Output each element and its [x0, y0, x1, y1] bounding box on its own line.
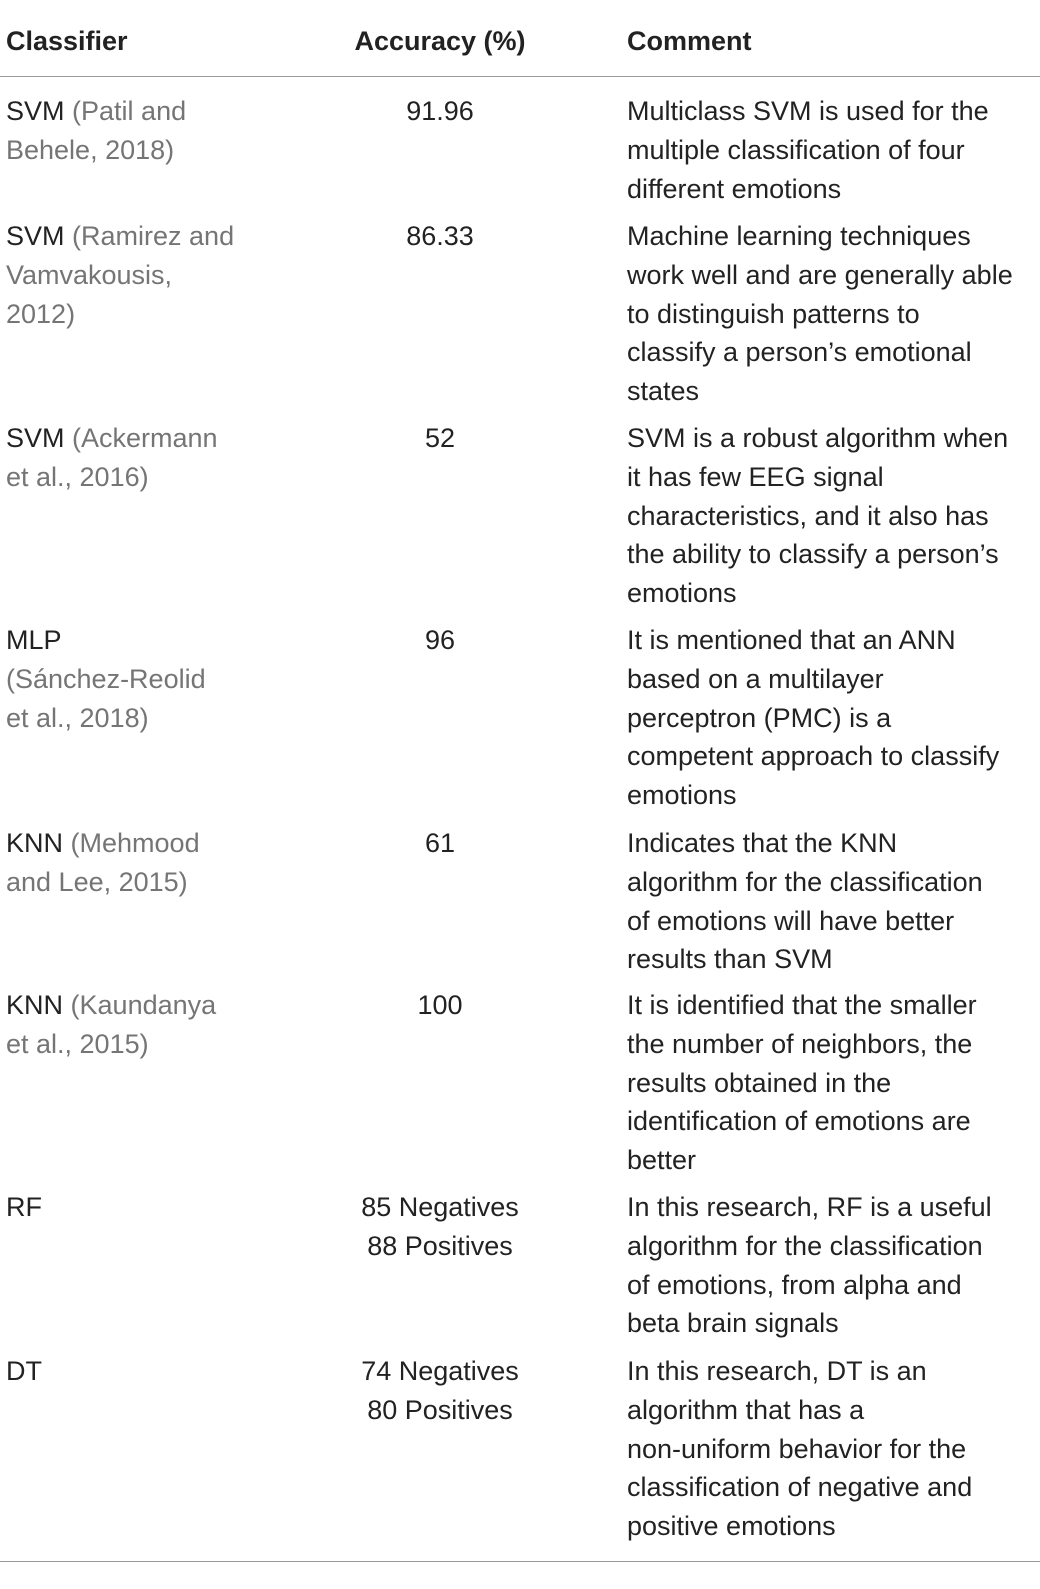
- comment-line: algorithm for the classification: [627, 1230, 983, 1261]
- classifier-cell: [6, 1188, 306, 1227]
- header-accuracy: Accuracy (%): [354, 26, 526, 56]
- accuracy-cell: [340, 986, 540, 1025]
- accuracy-value: 85 Negatives: [361, 1192, 519, 1222]
- reference-link[interactable]: and Lee, 2015): [6, 866, 188, 897]
- accuracy-cell: [340, 824, 540, 863]
- comment-line: it has few EEG signal: [627, 461, 884, 492]
- comment-line: better: [627, 1145, 697, 1176]
- reference-link[interactable]: (Ramirez and: [72, 221, 235, 251]
- comment-cell: [627, 1188, 1037, 1343]
- comment-line: results than SVM: [627, 944, 833, 975]
- table-row: [0, 621, 1040, 821]
- comment-line: of emotions will have better: [627, 905, 955, 936]
- accuracy-value: 96: [424, 625, 456, 655]
- comment-cell: [627, 217, 1037, 411]
- reference-link[interactable]: et al., 2018): [6, 702, 149, 733]
- comment-line: Multiclass SVM is used for the: [627, 96, 989, 126]
- reference-link[interactable]: et al., 2016): [6, 461, 149, 492]
- table-row: [0, 92, 1040, 212]
- classifier-cell: [6, 621, 306, 737]
- comment-line: beta brain signals: [627, 1308, 839, 1339]
- comment-line: based on a multilayer: [627, 663, 884, 694]
- comment-line: results obtained in the: [627, 1067, 892, 1098]
- accuracy-cell: [340, 217, 540, 256]
- classifier-name: RF: [6, 1192, 42, 1222]
- comment-line: In this research, RF is a useful: [627, 1192, 992, 1222]
- classifier-cell: [6, 1352, 306, 1391]
- classifier-name: KNN: [6, 990, 64, 1020]
- comment-line: classify a person’s emotional: [627, 337, 972, 368]
- comment-line: characteristics, and it also has: [627, 500, 989, 531]
- classifier-cell: [6, 92, 306, 170]
- classifier-name: DT: [6, 1356, 42, 1386]
- header-classifier: Classifier: [6, 26, 128, 56]
- accuracy-value: 52: [424, 423, 456, 453]
- reference-link[interactable]: Behele, 2018): [6, 134, 175, 165]
- comment-line: work well and are generally able: [627, 259, 1013, 290]
- reference-link[interactable]: (Ackermann: [72, 423, 218, 453]
- table-row: [0, 1352, 1040, 1552]
- comment-line: of emotions, from alpha and: [627, 1269, 962, 1300]
- reference-link[interactable]: (Patil and: [72, 96, 187, 126]
- comment-cell: [627, 824, 1037, 979]
- comment-line: Indicates that the KNN: [627, 828, 898, 858]
- comment-line: multiple classification of four: [627, 134, 965, 165]
- comment-line: emotions: [627, 578, 737, 609]
- reference-link[interactable]: (Kaundanya: [70, 990, 217, 1020]
- classifier-name: SVM: [6, 221, 65, 251]
- accuracy-value: 91.96: [406, 96, 474, 126]
- classifier-cell: [6, 217, 306, 333]
- comment-cell: [627, 1352, 1037, 1546]
- comment-line: to distinguish patterns to: [627, 298, 920, 329]
- comment-line: identification of emotions are: [627, 1106, 971, 1137]
- comment-line: positive emotions: [627, 1511, 836, 1542]
- accuracy-value: 61: [424, 828, 456, 858]
- accuracy-value: 86.33: [406, 221, 474, 251]
- classifier-name: MLP: [6, 625, 62, 655]
- accuracy-cell: [340, 419, 540, 458]
- comment-line: algorithm for the classification: [627, 866, 983, 897]
- reference-link[interactable]: (Sánchez-Reolid: [6, 663, 206, 694]
- comment-cell: [627, 621, 1037, 815]
- comment-line: the ability to classify a person’s: [627, 539, 999, 570]
- accuracy-cell: [340, 621, 540, 660]
- table-row: [0, 217, 1040, 417]
- classifier-name: KNN: [6, 828, 64, 858]
- comment-line: classification of negative and: [627, 1472, 973, 1503]
- comment-line: SVM is a robust algorithm when: [627, 423, 1009, 453]
- comment-cell: [627, 92, 1037, 208]
- comment-line: emotions: [627, 780, 737, 811]
- comment-cell: [627, 419, 1037, 613]
- comment-cell: [627, 986, 1037, 1180]
- comment-line: Machine learning techniques: [627, 221, 971, 251]
- accuracy-value: 74 Negatives: [361, 1356, 519, 1386]
- comment-line: different emotions: [627, 173, 842, 204]
- comment-line: It is mentioned that an ANN: [627, 625, 956, 655]
- table-row: [0, 1188, 1040, 1348]
- classifier-cell: [6, 419, 306, 497]
- comment-line: It is identified that the smaller: [627, 990, 977, 1020]
- header-comment: Comment: [627, 26, 752, 56]
- table-header: [0, 0, 1040, 77]
- classifier-name: SVM: [6, 96, 65, 126]
- reference-link[interactable]: 2012): [6, 298, 76, 329]
- table-bottom-rule: [0, 1561, 1040, 1562]
- reference-link[interactable]: et al., 2015): [6, 1028, 149, 1059]
- accuracy-value: 100: [417, 990, 463, 1020]
- accuracy-value: 88 Positives: [367, 1230, 513, 1261]
- comment-line: perceptron (PMC) is a: [627, 702, 892, 733]
- accuracy-cell: [340, 1352, 540, 1430]
- accuracy-cell: [340, 1188, 540, 1266]
- reference-link[interactable]: (Mehmood: [70, 828, 200, 858]
- comment-line: competent approach to classify: [627, 741, 1000, 772]
- comment-line: algorithm that has a: [627, 1394, 865, 1425]
- comment-line: states: [627, 376, 700, 407]
- table-row: [0, 419, 1040, 619]
- comment-line: non-uniform behavior for the: [627, 1433, 967, 1464]
- classifier-name: SVM: [6, 423, 65, 453]
- comment-line: the number of neighbors, the: [627, 1028, 973, 1059]
- reference-link[interactable]: Vamvakousis,: [6, 259, 173, 290]
- classifier-cell: [6, 824, 306, 902]
- accuracy-cell: [340, 92, 540, 131]
- comment-line: In this research, DT is an: [627, 1356, 927, 1386]
- accuracy-value: 80 Positives: [367, 1394, 513, 1425]
- table-row: [0, 986, 1040, 1186]
- table-row: [0, 824, 1040, 984]
- classifier-cell: [6, 986, 306, 1064]
